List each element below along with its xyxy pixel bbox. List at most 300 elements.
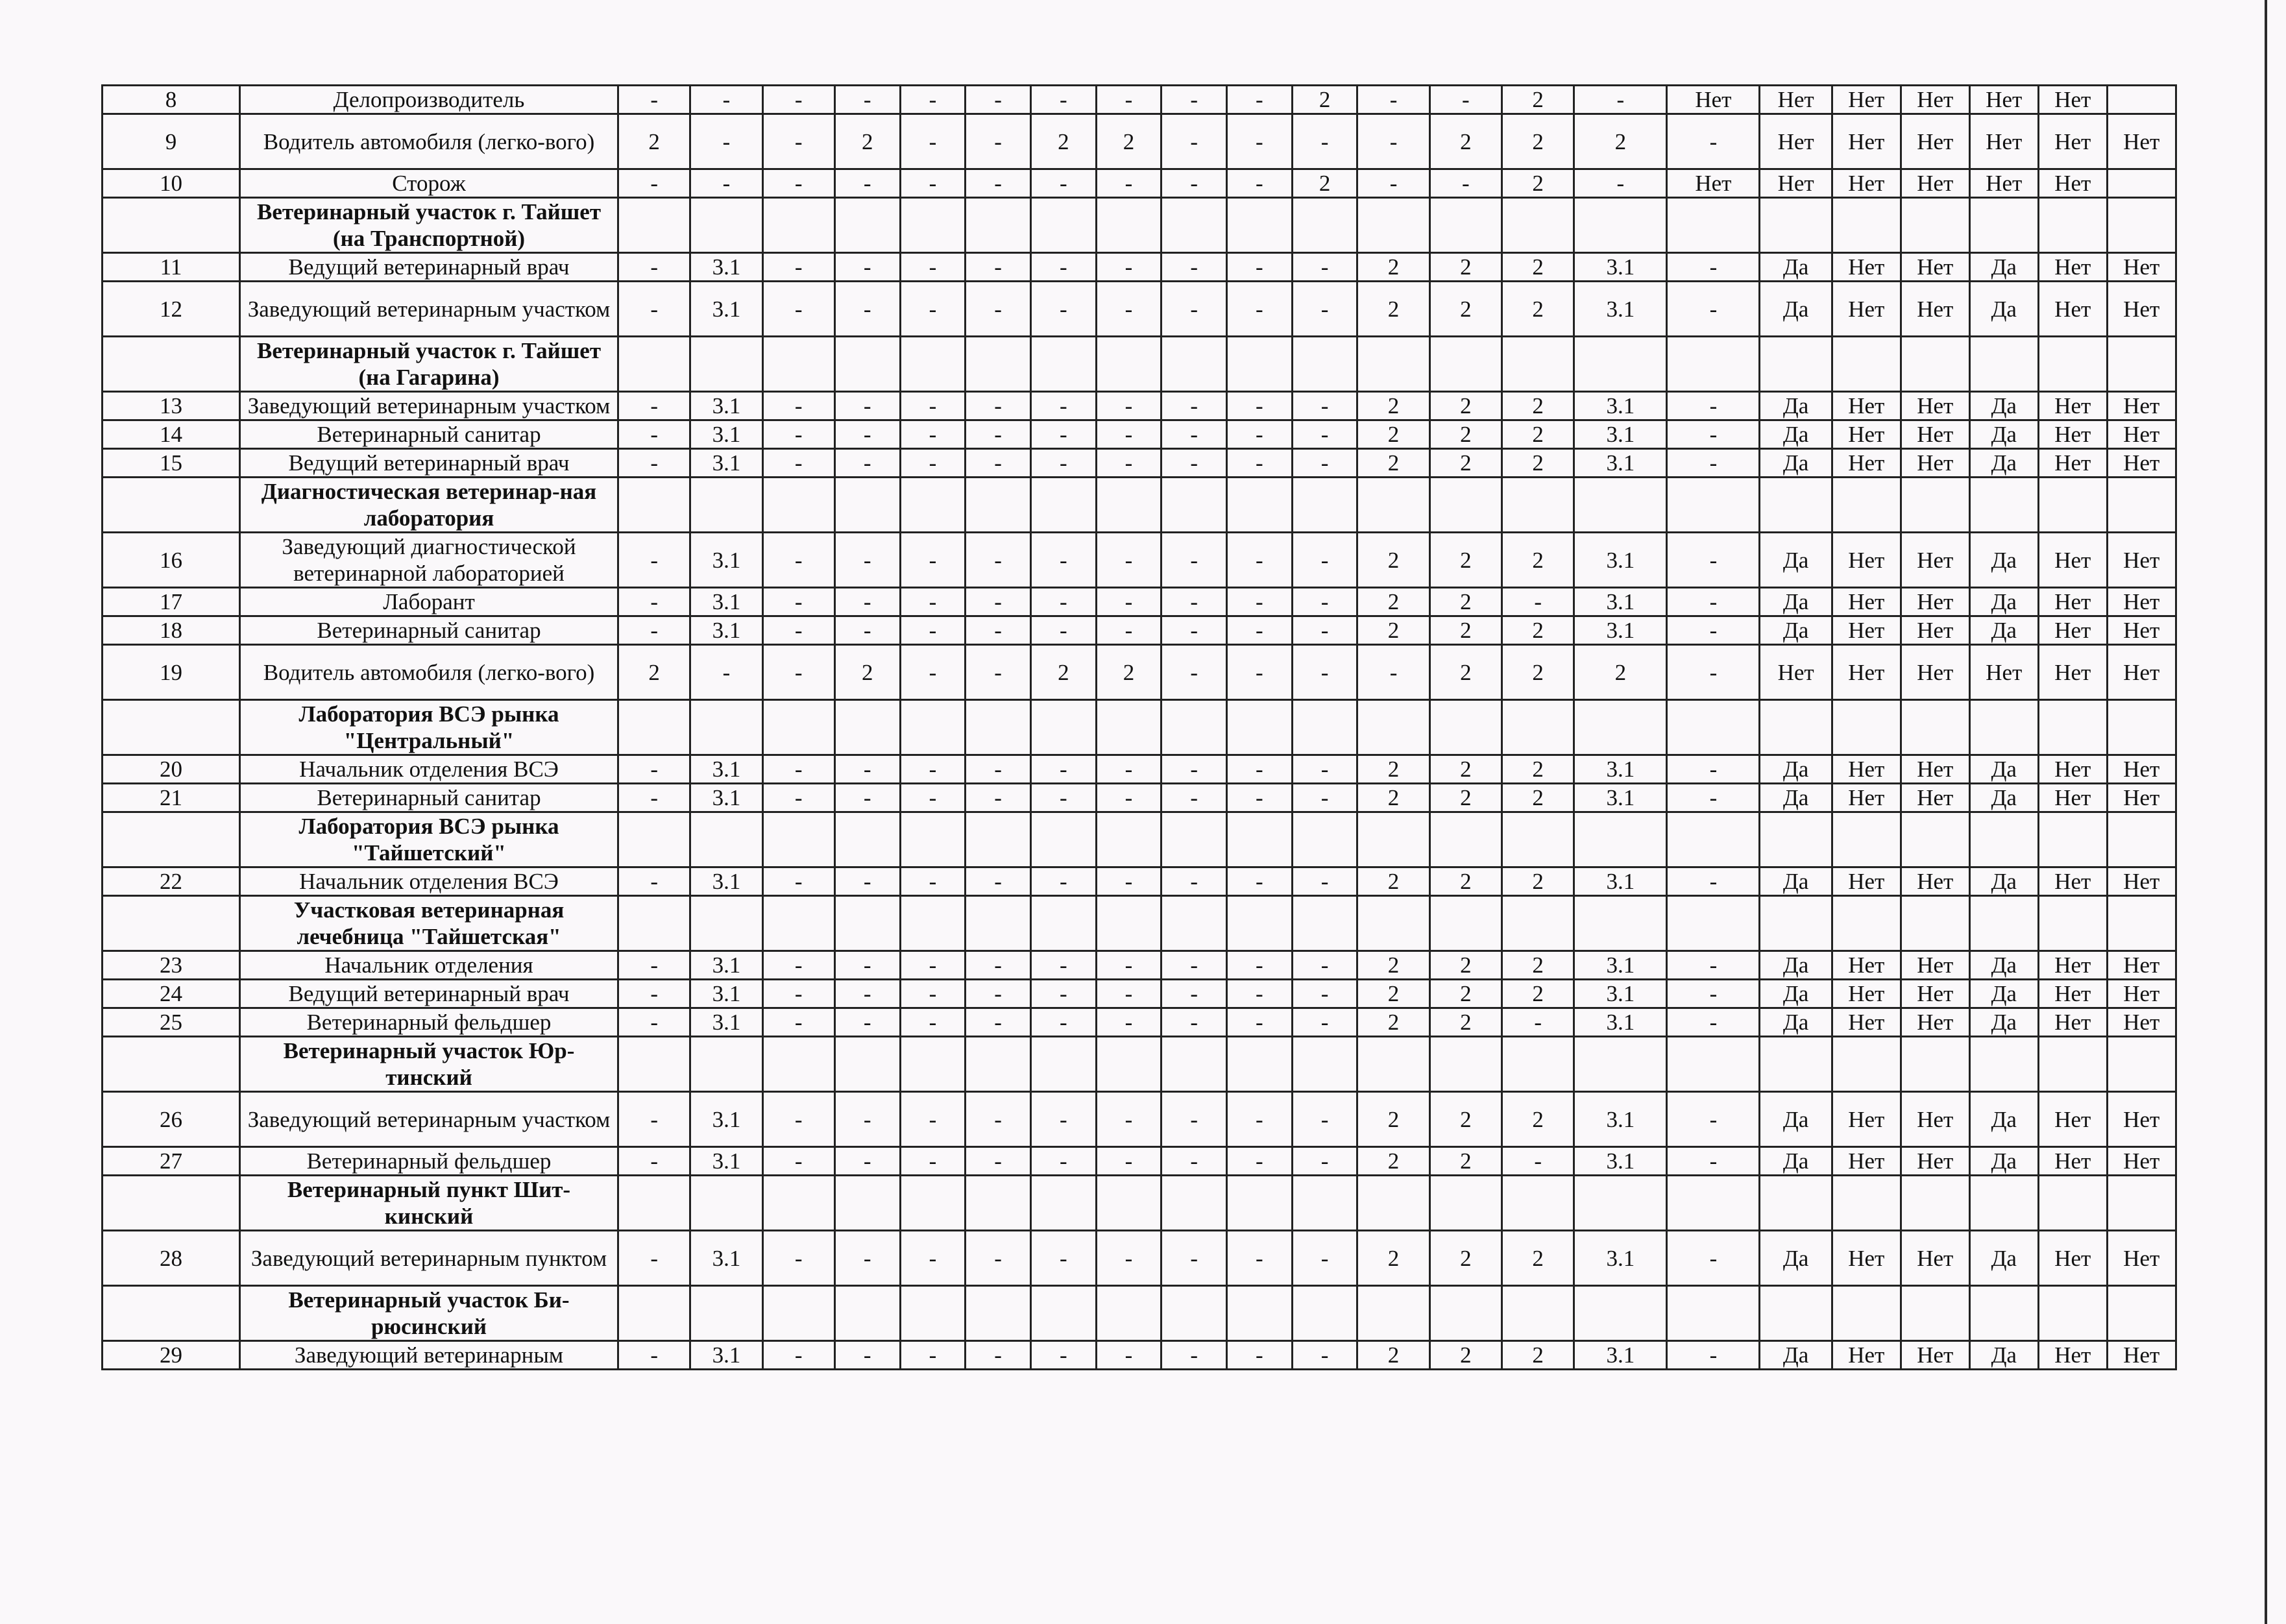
value-cell: - <box>900 588 966 616</box>
value-cell: Нет <box>1832 253 1901 282</box>
table-row <box>103 533 2176 588</box>
value-cell: - <box>690 86 762 114</box>
value-cell <box>1901 896 1969 951</box>
value-cell <box>1760 337 1832 392</box>
value-cell: - <box>1429 169 1502 198</box>
value-cell <box>2038 896 2107 951</box>
value-cell <box>1161 812 1227 867</box>
value-cell: 2 <box>1357 980 1429 1008</box>
value-cell <box>1969 1176 2038 1231</box>
value-cell: Нет <box>1832 420 1901 449</box>
value-cell: Нет <box>2038 1092 2107 1147</box>
value-cell: - <box>1030 1092 1096 1147</box>
value-cell: Да <box>1969 951 2038 980</box>
value-cell: Нет <box>2107 1341 2176 1370</box>
value-cell <box>1292 198 1357 253</box>
section-row <box>103 1286 2176 1341</box>
value-cell: - <box>1161 114 1227 169</box>
value-cell: 3.1 <box>1574 1231 1667 1286</box>
value-cell <box>762 1037 834 1092</box>
table-row <box>103 616 2176 645</box>
value-cell: Да <box>1969 588 2038 616</box>
value-cell: Да <box>1760 420 1832 449</box>
value-cell: 3.1 <box>690 253 762 282</box>
value-cell: Да <box>1760 1092 1832 1147</box>
value-cell <box>1096 812 1161 867</box>
value-cell <box>1574 812 1667 867</box>
value-cell: - <box>900 1341 966 1370</box>
value-cell <box>1901 337 1969 392</box>
value-cell: - <box>1574 86 1667 114</box>
value-cell: 3.1 <box>1574 951 1667 980</box>
value-cell: - <box>900 951 966 980</box>
value-cell <box>1429 1176 1502 1231</box>
value-cell <box>1969 478 2038 533</box>
value-cell: - <box>762 1231 834 1286</box>
value-cell: - <box>1030 1008 1096 1037</box>
value-cell <box>1161 1176 1227 1231</box>
value-cell: - <box>966 533 1031 588</box>
table-row <box>103 951 2176 980</box>
value-cell <box>1292 700 1357 755</box>
value-cell: - <box>834 980 900 1008</box>
value-cell <box>1760 1176 1832 1231</box>
value-cell: - <box>1096 420 1161 449</box>
value-cell: - <box>762 86 834 114</box>
value-cell <box>966 812 1031 867</box>
table-row <box>103 282 2176 337</box>
value-cell <box>1357 896 1429 951</box>
value-cell: Нет <box>2038 114 2107 169</box>
row-number-cell: 19 <box>103 645 240 700</box>
value-cell: - <box>1357 86 1429 114</box>
value-cell: 2 <box>1502 282 1574 337</box>
value-cell: - <box>1227 1092 1293 1147</box>
value-cell: 2 <box>1429 867 1502 896</box>
value-cell: 3.1 <box>690 951 762 980</box>
value-cell: - <box>762 114 834 169</box>
value-cell: - <box>618 1008 690 1037</box>
value-cell: 2 <box>1357 1092 1429 1147</box>
row-number-cell <box>103 337 240 392</box>
value-cell: 3.1 <box>690 533 762 588</box>
value-cell: Нет <box>1832 282 1901 337</box>
value-cell <box>1096 1176 1161 1231</box>
value-cell: - <box>1030 253 1096 282</box>
value-cell: 2 <box>1502 867 1574 896</box>
value-cell: - <box>900 1147 966 1176</box>
value-cell: Нет <box>1901 1008 1969 1037</box>
value-cell: 2 <box>1502 253 1574 282</box>
row-number-cell: 10 <box>103 169 240 198</box>
value-cell <box>966 1037 1031 1092</box>
value-cell <box>1667 1286 1760 1341</box>
value-cell <box>1574 1037 1667 1092</box>
value-cell: - <box>900 449 966 478</box>
value-cell: - <box>1161 392 1227 420</box>
value-cell: 3.1 <box>690 420 762 449</box>
value-cell: - <box>900 1231 966 1286</box>
value-cell: 2 <box>1429 645 1502 700</box>
value-cell: 3.1 <box>1574 867 1667 896</box>
value-cell <box>1227 1176 1293 1231</box>
value-cell: 2 <box>1357 1147 1429 1176</box>
value-cell <box>966 337 1031 392</box>
value-cell: 2 <box>1030 114 1096 169</box>
row-number-cell: 9 <box>103 114 240 169</box>
value-cell <box>1574 198 1667 253</box>
value-cell: - <box>1161 86 1227 114</box>
value-cell: Нет <box>1969 114 2038 169</box>
value-cell <box>1161 478 1227 533</box>
value-cell: - <box>966 755 1031 784</box>
value-cell: - <box>618 784 690 812</box>
value-cell: - <box>1667 282 1760 337</box>
value-cell: - <box>618 867 690 896</box>
value-cell: - <box>762 784 834 812</box>
value-cell <box>1030 896 1096 951</box>
value-cell <box>966 1176 1031 1231</box>
value-cell <box>1832 1176 1901 1231</box>
value-cell <box>1832 1037 1901 1092</box>
value-cell: - <box>1096 86 1161 114</box>
value-cell: Нет <box>1901 533 1969 588</box>
value-cell: - <box>618 1231 690 1286</box>
value-cell <box>1574 1176 1667 1231</box>
value-cell: - <box>618 86 690 114</box>
value-cell: 2 <box>1357 1231 1429 1286</box>
value-cell: - <box>1161 951 1227 980</box>
value-cell <box>1161 198 1227 253</box>
value-cell <box>762 1286 834 1341</box>
value-cell: - <box>1096 449 1161 478</box>
section-row <box>103 700 2176 755</box>
value-cell <box>834 198 900 253</box>
value-cell: - <box>762 1147 834 1176</box>
value-cell <box>1429 337 1502 392</box>
position-name-cell: Ведущий ветеринарный врач <box>240 980 618 1008</box>
value-cell <box>1969 337 2038 392</box>
value-cell: Нет <box>2038 588 2107 616</box>
value-cell: Нет <box>1901 784 1969 812</box>
row-number-cell: 8 <box>103 86 240 114</box>
value-cell: Да <box>1760 1147 1832 1176</box>
value-cell <box>1161 1037 1227 1092</box>
value-cell: - <box>1667 951 1760 980</box>
value-cell: 2 <box>1429 1341 1502 1370</box>
value-cell <box>690 700 762 755</box>
value-cell: - <box>900 980 966 1008</box>
value-cell: - <box>966 1231 1031 1286</box>
value-cell <box>1832 700 1901 755</box>
value-cell: - <box>1161 980 1227 1008</box>
value-cell: - <box>834 1341 900 1370</box>
value-cell <box>1574 700 1667 755</box>
value-cell: Нет <box>1832 588 1901 616</box>
value-cell: - <box>834 1231 900 1286</box>
value-cell: - <box>966 951 1031 980</box>
value-cell: - <box>834 420 900 449</box>
value-cell <box>1574 896 1667 951</box>
value-cell: - <box>1096 169 1161 198</box>
value-cell: - <box>618 1092 690 1147</box>
position-name-cell: Начальник отделения ВСЭ <box>240 867 618 896</box>
value-cell <box>1574 1286 1667 1341</box>
table-row <box>103 755 2176 784</box>
value-cell <box>618 1286 690 1341</box>
value-cell: - <box>618 1147 690 1176</box>
value-cell: 3.1 <box>1574 755 1667 784</box>
value-cell <box>618 198 690 253</box>
value-cell: Да <box>1760 867 1832 896</box>
value-cell: Да <box>1969 282 2038 337</box>
value-cell: - <box>900 420 966 449</box>
value-cell: - <box>900 253 966 282</box>
value-cell: Нет <box>2107 616 2176 645</box>
position-name-cell: Ведущий ветеринарный врач <box>240 449 618 478</box>
value-cell: - <box>762 282 834 337</box>
value-cell: - <box>1227 951 1293 980</box>
value-cell: - <box>1030 951 1096 980</box>
value-cell: Нет <box>1969 86 2038 114</box>
value-cell <box>762 337 834 392</box>
value-cell: - <box>1292 420 1357 449</box>
value-cell <box>1667 478 1760 533</box>
value-cell: - <box>966 449 1031 478</box>
table-row <box>103 86 2176 114</box>
value-cell: - <box>834 533 900 588</box>
value-cell: - <box>1292 1231 1357 1286</box>
value-cell: 2 <box>834 114 900 169</box>
value-cell: 3.1 <box>1574 1147 1667 1176</box>
value-cell: - <box>1161 449 1227 478</box>
value-cell <box>1667 337 1760 392</box>
position-name-cell: Заведующий ветеринарным участком <box>240 1092 618 1147</box>
value-cell: Нет <box>2038 980 2107 1008</box>
value-cell <box>1429 896 1502 951</box>
value-cell: - <box>1161 784 1227 812</box>
value-cell: 2 <box>1096 114 1161 169</box>
value-cell <box>2107 169 2176 198</box>
value-cell: - <box>762 867 834 896</box>
assessment-table-wrap <box>101 84 2177 1370</box>
value-cell: - <box>762 616 834 645</box>
value-cell: 2 <box>1502 951 1574 980</box>
row-number-cell <box>103 478 240 533</box>
value-cell: Нет <box>2107 449 2176 478</box>
value-cell: - <box>1096 588 1161 616</box>
value-cell: Да <box>1969 1008 2038 1037</box>
value-cell: - <box>1030 392 1096 420</box>
value-cell <box>1227 896 1293 951</box>
value-cell: Нет <box>1667 86 1760 114</box>
value-cell: Нет <box>1832 784 1901 812</box>
value-cell <box>1161 1286 1227 1341</box>
value-cell: Нет <box>1832 533 1901 588</box>
value-cell: Нет <box>2038 616 2107 645</box>
value-cell <box>1429 478 1502 533</box>
value-cell: Нет <box>1901 951 1969 980</box>
value-cell: - <box>1030 616 1096 645</box>
value-cell: 3.1 <box>690 1008 762 1037</box>
value-cell: Нет <box>1901 86 1969 114</box>
value-cell <box>1030 198 1096 253</box>
value-cell: 2 <box>1357 784 1429 812</box>
value-cell: - <box>1161 1147 1227 1176</box>
value-cell: 2 <box>1429 616 1502 645</box>
table-row <box>103 420 2176 449</box>
value-cell <box>1357 478 1429 533</box>
value-cell: Нет <box>2107 282 2176 337</box>
value-cell: - <box>618 169 690 198</box>
value-cell: Да <box>1969 867 2038 896</box>
value-cell: Нет <box>1760 114 1832 169</box>
value-cell: - <box>762 980 834 1008</box>
value-cell: - <box>618 755 690 784</box>
value-cell: - <box>1667 867 1760 896</box>
value-cell <box>1292 812 1357 867</box>
position-name-cell: Ветеринарный фельдшер <box>240 1008 618 1037</box>
value-cell: - <box>1292 1008 1357 1037</box>
value-cell: - <box>1292 114 1357 169</box>
section-title-cell: Лаборатория ВСЭ рынка "Центральный" <box>240 700 618 755</box>
value-cell <box>834 812 900 867</box>
value-cell: - <box>1357 645 1429 700</box>
value-cell: - <box>1502 1008 1574 1037</box>
value-cell: 2 <box>1030 645 1096 700</box>
value-cell: - <box>1292 449 1357 478</box>
value-cell: - <box>1030 420 1096 449</box>
value-cell: 2 <box>618 114 690 169</box>
value-cell: 3.1 <box>1574 420 1667 449</box>
value-cell <box>762 812 834 867</box>
value-cell <box>1901 1286 1969 1341</box>
value-cell <box>966 198 1031 253</box>
value-cell <box>1832 896 1901 951</box>
value-cell: - <box>1227 86 1293 114</box>
value-cell <box>1429 1037 1502 1092</box>
value-cell: Да <box>1760 253 1832 282</box>
value-cell: 2 <box>1502 449 1574 478</box>
value-cell: - <box>1292 1341 1357 1370</box>
value-cell <box>1161 896 1227 951</box>
value-cell: Нет <box>1901 114 1969 169</box>
position-name-cell: Делопроизводитель <box>240 86 618 114</box>
value-cell: Нет <box>2038 533 2107 588</box>
value-cell: Нет <box>1832 169 1901 198</box>
value-cell: 2 <box>1357 282 1429 337</box>
value-cell: - <box>966 980 1031 1008</box>
position-name-cell: Ведущий ветеринарный врач <box>240 253 618 282</box>
value-cell <box>690 1176 762 1231</box>
value-cell: Да <box>1760 282 1832 337</box>
value-cell <box>1502 478 1574 533</box>
value-cell: 3.1 <box>690 282 762 337</box>
value-cell: Нет <box>1901 1147 1969 1176</box>
row-number-cell <box>103 1176 240 1231</box>
table-row <box>103 253 2176 282</box>
value-cell: Нет <box>1832 616 1901 645</box>
value-cell: 3.1 <box>690 980 762 1008</box>
value-cell: 2 <box>1429 588 1502 616</box>
value-cell: Нет <box>1832 86 1901 114</box>
value-cell: - <box>1667 114 1760 169</box>
value-cell: 2 <box>1502 645 1574 700</box>
value-cell <box>834 478 900 533</box>
value-cell: Да <box>1969 755 2038 784</box>
value-cell: 2 <box>1429 755 1502 784</box>
value-cell: Нет <box>1832 392 1901 420</box>
value-cell: - <box>1161 755 1227 784</box>
value-cell <box>1667 896 1760 951</box>
value-cell: - <box>966 616 1031 645</box>
value-cell: Нет <box>1901 392 1969 420</box>
value-cell <box>1969 198 2038 253</box>
value-cell: Да <box>1969 980 2038 1008</box>
position-name-cell: Сторож <box>240 169 618 198</box>
value-cell: Да <box>1969 449 2038 478</box>
workplace-assessment-table <box>101 84 2177 1370</box>
value-cell: - <box>762 253 834 282</box>
value-cell <box>1096 1286 1161 1341</box>
row-number-cell: 25 <box>103 1008 240 1037</box>
section-row <box>103 1037 2176 1092</box>
value-cell: - <box>1227 1231 1293 1286</box>
value-cell: 2 <box>1502 533 1574 588</box>
value-cell <box>1502 812 1574 867</box>
value-cell: Да <box>1760 1231 1832 1286</box>
section-row <box>103 1176 2176 1231</box>
value-cell: Нет <box>2038 867 2107 896</box>
value-cell: Нет <box>2038 169 2107 198</box>
value-cell: - <box>966 282 1031 337</box>
value-cell: Нет <box>1901 1092 1969 1147</box>
value-cell: - <box>966 253 1031 282</box>
value-cell: Нет <box>2038 1147 2107 1176</box>
value-cell: - <box>1227 616 1293 645</box>
value-cell: 2 <box>1096 645 1161 700</box>
value-cell <box>1096 478 1161 533</box>
value-cell: 2 <box>1429 253 1502 282</box>
value-cell: - <box>1227 784 1293 812</box>
value-cell: - <box>1667 755 1760 784</box>
row-number-cell <box>103 1286 240 1341</box>
row-number-cell: 18 <box>103 616 240 645</box>
value-cell: 3.1 <box>690 588 762 616</box>
value-cell: - <box>1429 86 1502 114</box>
position-name-cell: Начальник отделения <box>240 951 618 980</box>
value-cell: - <box>1502 1147 1574 1176</box>
value-cell: - <box>762 449 834 478</box>
value-cell: 2 <box>1502 755 1574 784</box>
value-cell: - <box>1227 420 1293 449</box>
position-name-cell: Водитель автомобиля (легко-вого) <box>240 645 618 700</box>
value-cell: 2 <box>1429 951 1502 980</box>
value-cell: - <box>1667 980 1760 1008</box>
value-cell <box>1292 1176 1357 1231</box>
value-cell <box>1969 700 2038 755</box>
value-cell: - <box>1227 645 1293 700</box>
value-cell <box>966 478 1031 533</box>
value-cell: Нет <box>2107 1231 2176 1286</box>
value-cell: Нет <box>2107 588 2176 616</box>
value-cell: - <box>1292 867 1357 896</box>
value-cell: - <box>1292 951 1357 980</box>
value-cell: - <box>834 867 900 896</box>
value-cell: - <box>618 980 690 1008</box>
value-cell: Нет <box>1901 420 1969 449</box>
value-cell: - <box>966 114 1031 169</box>
